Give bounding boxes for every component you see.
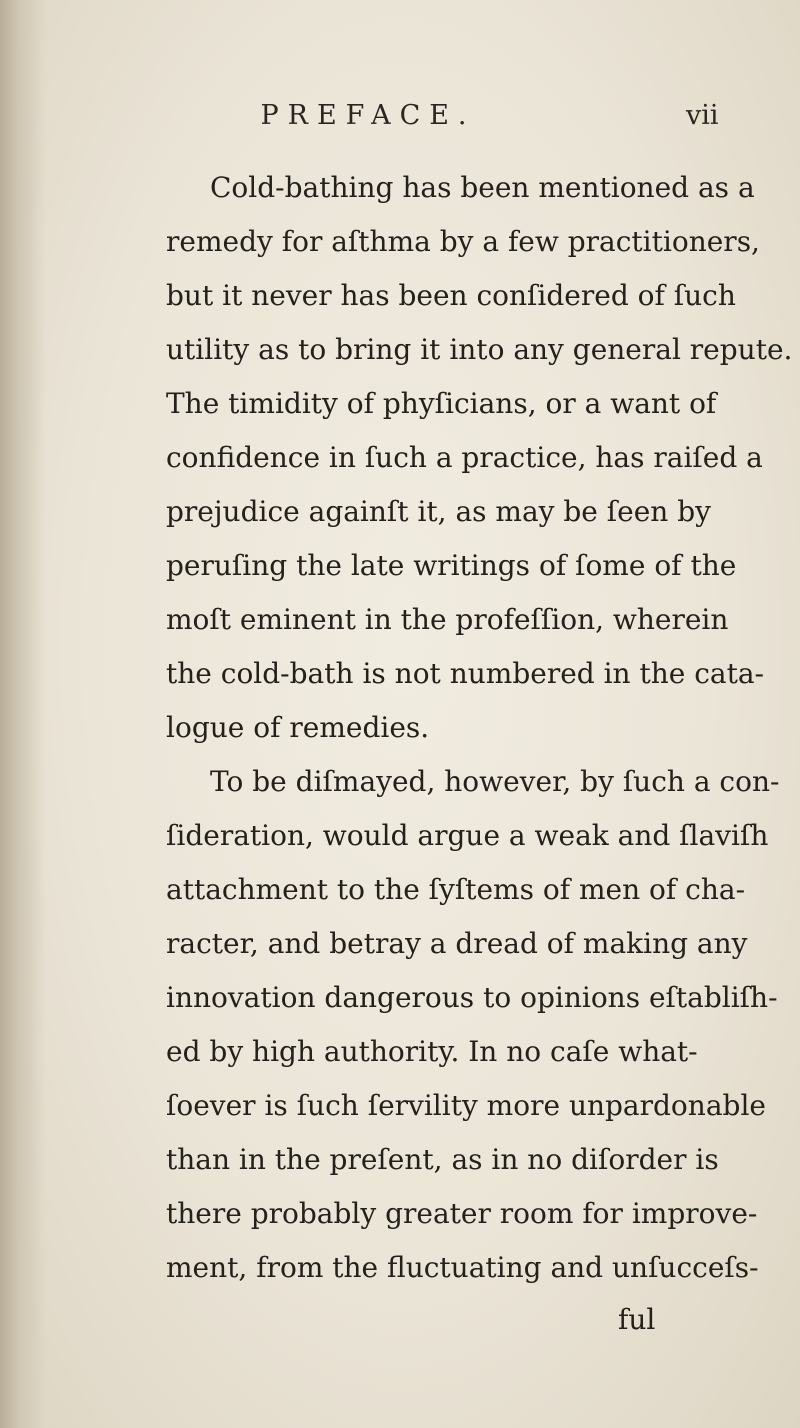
- page-number: vii: [686, 100, 719, 131]
- text-line: Cold-bathing has been mentioned as a: [210, 171, 755, 204]
- text-line: attachment to the ſyſtems of men of cha-: [166, 873, 746, 906]
- text-line: ſoever is ſuch ſervility more unpardonable: [166, 1089, 766, 1122]
- text-line: ment, from the fluctuating and unſucceſs-: [166, 1251, 759, 1284]
- text-line: there probably greater room for improve-: [166, 1197, 758, 1230]
- text-line: racter, and betray a dread of making any: [166, 927, 748, 960]
- text-line: confidence in ſuch a practice, has raiſed a: [166, 441, 763, 474]
- text-line: but it never has been conſidered of ſuch: [166, 279, 736, 312]
- text-line: To be diſmayed, however, by ſuch a con-: [210, 765, 780, 798]
- text-line: remedy for aſthma by a few practitioners,: [166, 225, 760, 258]
- text-line: moſt eminent in the profeſſion, wherein: [166, 603, 729, 636]
- text-line: innovation dangerous to opinions eſtabliſh-: [166, 981, 778, 1014]
- text-line: prejudice againſt it, as may be ſeen by: [166, 495, 711, 528]
- running-title: PREFACE.: [260, 100, 476, 131]
- text-line: than in the preſent, as in no diſorder is: [166, 1143, 719, 1176]
- text-line: peruſing the late writings of ſome of the: [166, 549, 737, 582]
- text-line: ed by high authority. In no caſe what-: [166, 1035, 698, 1068]
- text-line: the cold-bath is not numbered in the cata-: [166, 657, 765, 690]
- text-line: utility as to bring it into any general repute.: [166, 333, 793, 366]
- catchword: ful: [618, 1303, 656, 1336]
- text-line: The timidity of phyſicians, or a want of: [166, 387, 717, 420]
- text-line: ſideration, would argue a weak and ſlaviſh: [166, 819, 769, 852]
- text-line: logue of remedies.: [166, 711, 430, 744]
